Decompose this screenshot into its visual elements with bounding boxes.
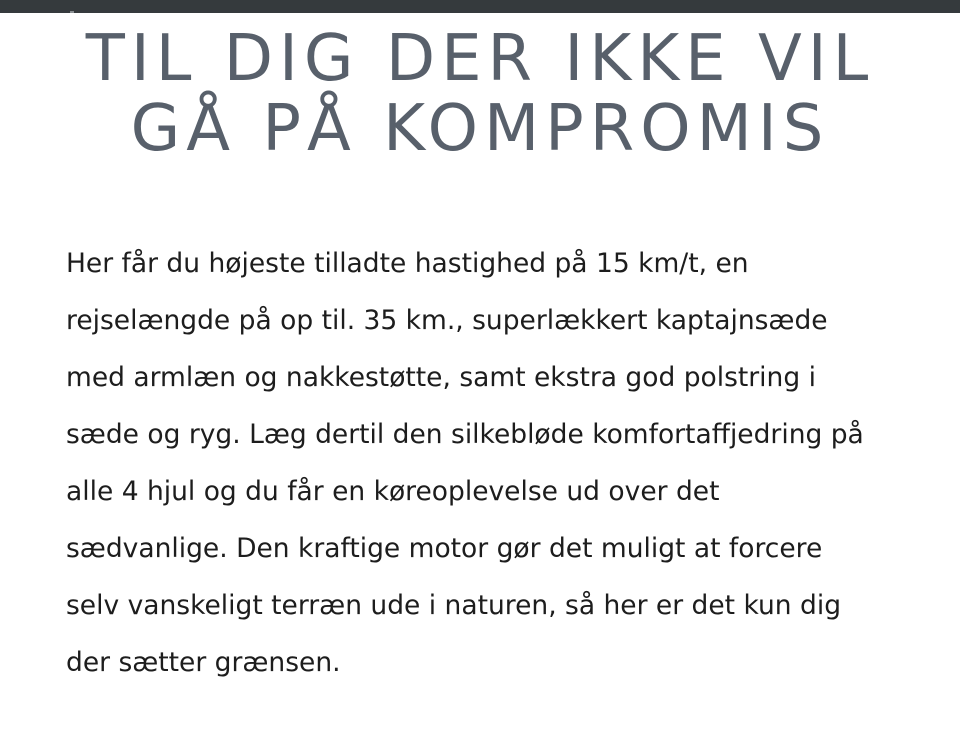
- top-bar-marker: [70, 11, 74, 13]
- top-bar: [0, 0, 960, 13]
- headline-line-1: TIL DIG DER IKKE VIL: [85, 22, 875, 96]
- body-line-5: alle 4 hjul og du får en køreoplevelse ud over det: [66, 476, 720, 507]
- headline-line-2: GÅ PÅ KOMPROMIS: [130, 92, 830, 166]
- body-line-7: selv vanskeligt terræn ude i naturen, så her er det kun dig: [66, 590, 842, 621]
- body-line-4: sæde og ryg. Læg dertil den silkebløde komfortaffjedring på: [66, 419, 864, 450]
- body-line-3: med armlæn og nakkestøtte, samt ekstra god polstring i: [66, 362, 816, 393]
- page-headline: [0, 24, 960, 164]
- body-line-1: Her får du højeste tilladte hastighed på 15 km/t, en: [66, 248, 749, 279]
- body-paragraph: [66, 235, 906, 691]
- body-line-8: der sætter grænsen.: [66, 647, 341, 678]
- body-line-6: sædvanlige. Den kraftige motor gør det muligt at forcere: [66, 533, 823, 564]
- body-line-2: rejselængde på op til. 35 km., superlækkert kaptajnsæde: [66, 305, 828, 336]
